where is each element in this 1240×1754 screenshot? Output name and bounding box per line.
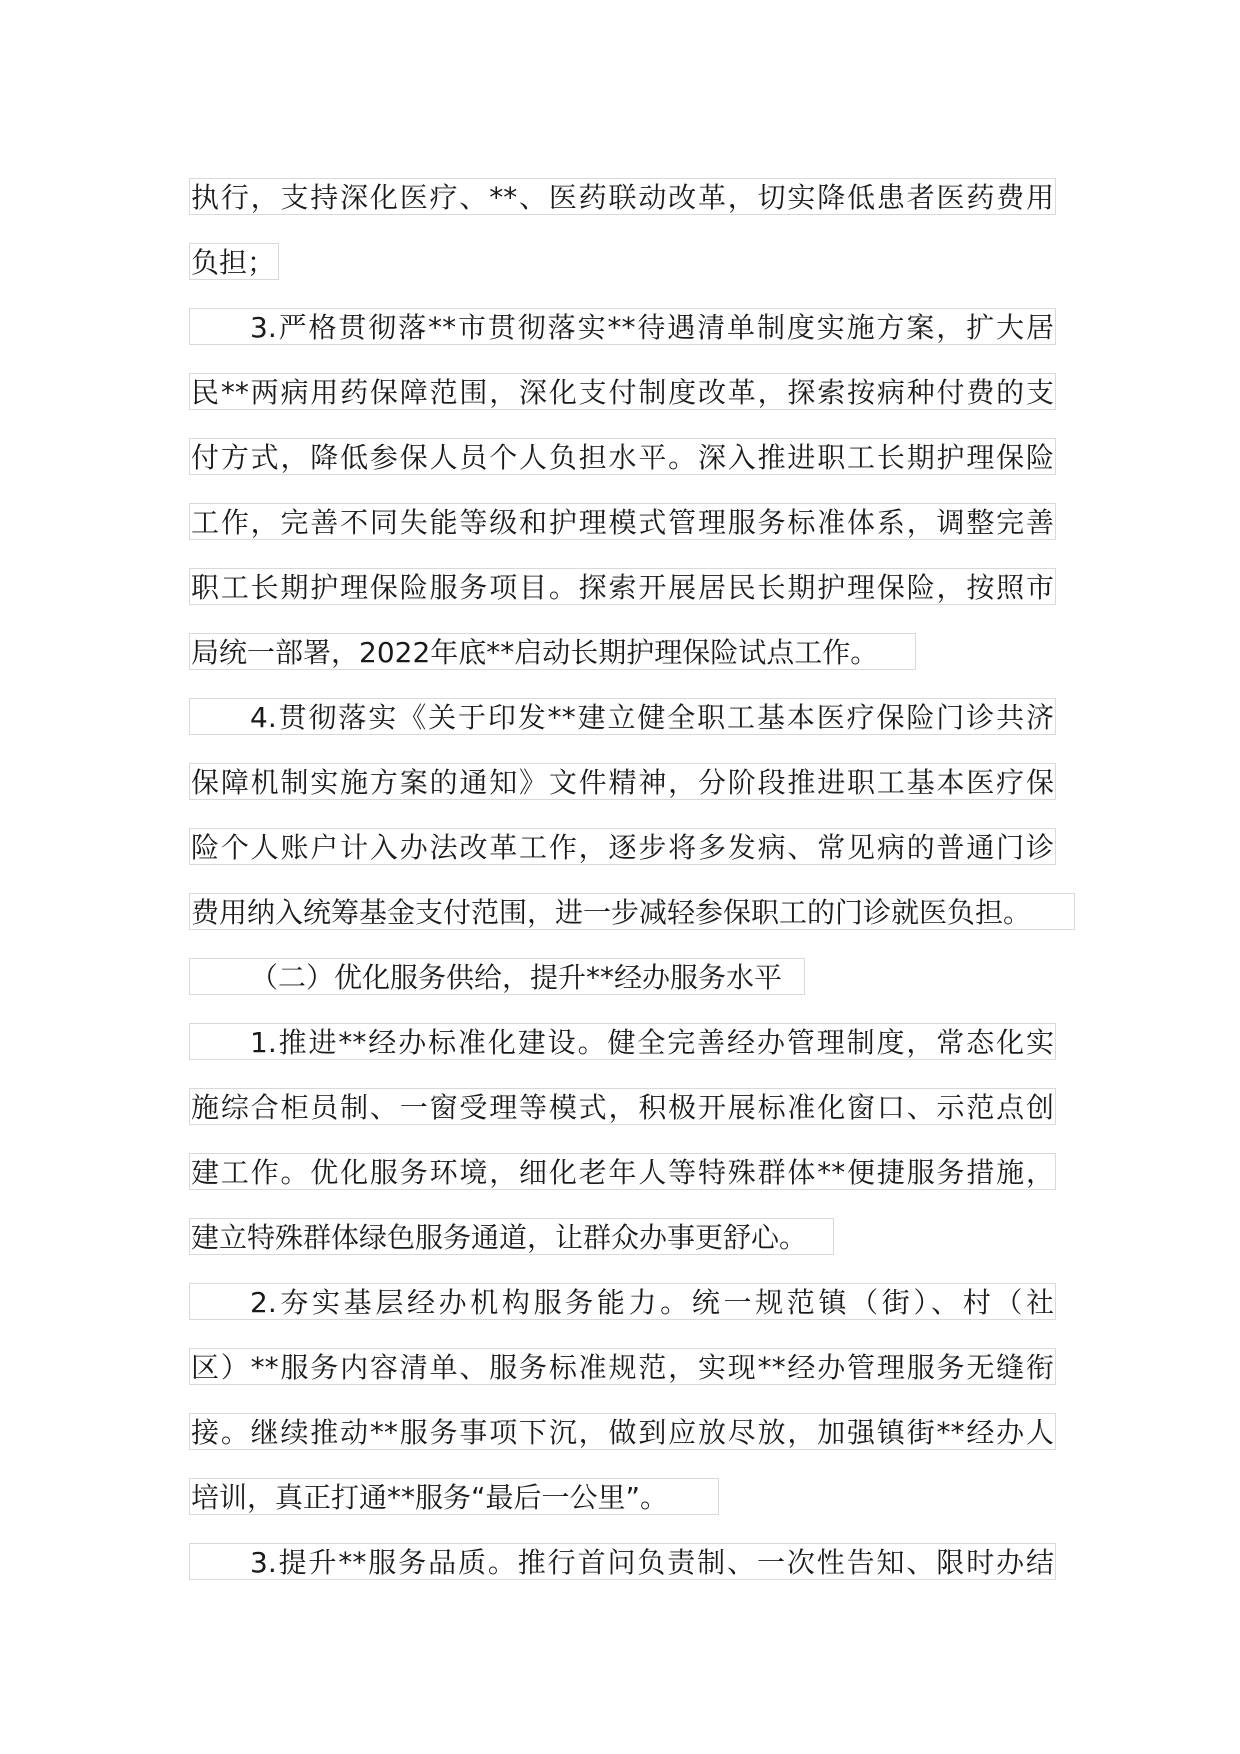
paragraph-start-line: 2.夯实基层经办机构服务能力。统一规范镇（街）、村（社 bbox=[189, 1283, 1056, 1320]
text-line: 执行，支持深化医疗、**、医药联动改革，切实降低患者医药费用 bbox=[189, 178, 1056, 215]
text-line: 负担； bbox=[189, 243, 279, 280]
text-line: 区）**服务内容清单、服务标准规范，实现**经办管理服务无缝衔 bbox=[189, 1348, 1056, 1385]
text-line: 接。继续推动**服务事项下沉，做到应放尽放，加强镇街**经办人 bbox=[189, 1413, 1056, 1450]
text-line: 建立特殊群体绿色服务通道，让群众办事更舒心。 bbox=[189, 1218, 834, 1255]
text-line: 费用纳入统筹基金支付范围，进一步减轻参保职工的门诊就医负担。 bbox=[189, 893, 1075, 930]
paragraph-start-line: 3.严格贯彻落**市贯彻落实**待遇清单制度实施方案，扩大居 bbox=[189, 308, 1056, 345]
text-line: 工作，完善不同失能等级和护理模式管理服务标准体系，调整完善 bbox=[189, 503, 1056, 540]
section-heading: （二）优化服务供给，提升**经办服务水平 bbox=[189, 958, 805, 995]
text-line: 局统一部署，2022年底**启动长期护理保险试点工作。 bbox=[189, 633, 916, 670]
text-line: 险个人账户计入办法改革工作，逐步将多发病、常见病的普通门诊 bbox=[189, 828, 1056, 865]
text-line: 保障机制实施方案的通知》文件精神，分阶段推进职工基本医疗保 bbox=[189, 763, 1056, 800]
paragraph-start-line: 4.贯彻落实《关于印发**建立健全职工基本医疗保险门诊共济 bbox=[189, 698, 1056, 735]
text-line: 建工作。优化服务环境，细化老年人等特殊群体**便捷服务措施， bbox=[189, 1153, 1056, 1190]
text-line: 职工长期护理保险服务项目。探索开展居民长期护理保险，按照市 bbox=[189, 568, 1056, 605]
paragraph-start-line: 1.推进**经办标准化建设。健全完善经办管理制度，常态化实 bbox=[189, 1023, 1056, 1060]
text-line: 付方式，降低参保人员个人负担水平。深入推进职工长期护理保险 bbox=[189, 438, 1056, 475]
text-line: 施综合柜员制、一窗受理等模式，积极开展标准化窗口、示范点创 bbox=[189, 1088, 1056, 1125]
paragraph-start-line: 3.提升**服务品质。推行首问负责制、一次性告知、限时办结 bbox=[189, 1543, 1056, 1580]
text-line: 民**两病用药保障范围，深化支付制度改革，探索按病种付费的支 bbox=[189, 373, 1056, 410]
text-line: 培训，真正打通**服务“最后一公里”。 bbox=[189, 1478, 719, 1515]
